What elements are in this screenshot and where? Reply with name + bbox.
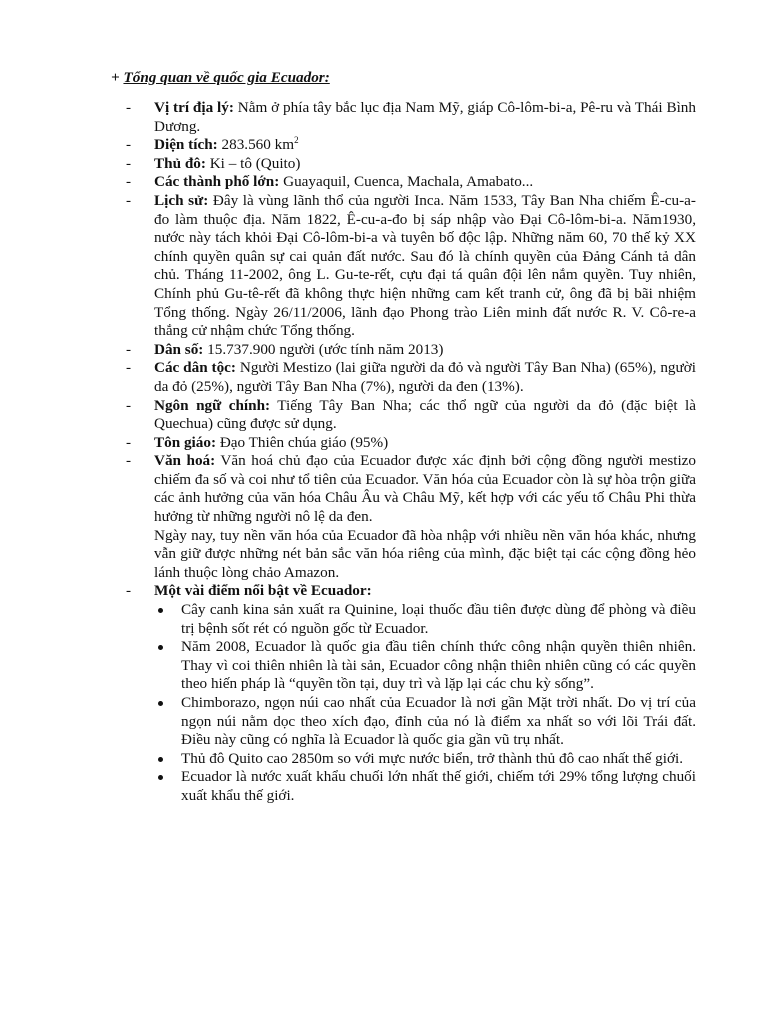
- item-ethnic-groups: [126, 359, 696, 396]
- item-label: Diện tích:: [154, 136, 218, 154]
- item-area: [126, 136, 696, 155]
- heading-prefix: +: [111, 69, 124, 86]
- section-heading: [111, 69, 330, 88]
- bullet-dot-icon: [158, 645, 163, 650]
- item-label: Văn hoá:: [154, 452, 216, 470]
- item-location: [126, 99, 696, 136]
- dash-marker: -: [126, 359, 132, 377]
- highlight-item: [154, 638, 696, 694]
- highlight-text: Chimborazo, ngọn núi cao nhất của Ecuador là nơi gần Mặt trời nhất. Do vị trí của ngọn núi nằm dọc theo xích đạo, đỉnh của nó là điểm xa nhất so với lõi Trái đất. Điều này cũng có nghĩa là Ecuador là quốc gia gần vũ trụ nhất.: [181, 694, 696, 749]
- item-text: Người Mestizo (lai giữa người da đỏ và người Tây Ban Nha) (65%), người da đỏ (25%), người Tây Ban Nha (7%), người da đen (13%).: [154, 359, 696, 395]
- highlight-text: Năm 2008, Ecuador là quốc gia đầu tiên chính thức công nhận quyền thiên nhiên. Thay vì coi thiên nhiên là tài sản, Ecuador công nhận thiên nhiên cũng có các quyền theo hiến pháp là “quyền tồn tại, duy trì và lặp lại các chu kỳ sống”.: [181, 638, 696, 693]
- highlight-text: Thủ đô Quito cao 2850m so với mực nước biển, trở thành thủ đô cao nhất thế giới.: [181, 749, 684, 767]
- item-text: Văn hoá chủ đạo của Ecuador được xác định bởi cộng đồng người mestizo chiếm đa số và coi như tổ tiên của Ecuador. Văn hóa của Ecuador còn là sự hòa trộn giữa các ảnh hưởng của văn hóa Châu Âu và Châu Mỹ, kết hợp với các yếu tố Châu Phi thừa hưởng từ những người nô lệ da đen.: [154, 452, 696, 526]
- item-highlights: [126, 582, 696, 805]
- item-major-cities: [126, 173, 696, 192]
- superscript: 2: [294, 135, 299, 146]
- item-languages: [126, 397, 696, 434]
- bullet-dot-icon: [158, 757, 163, 762]
- dash-marker: -: [126, 582, 132, 600]
- item-culture: [126, 452, 696, 582]
- item-text: Tiếng Tây Ban Nha; các thổ ngữ của người da đỏ (đặc biệt là Quechua) cũng được sử dụng.: [154, 396, 696, 433]
- item-religion: [126, 434, 696, 453]
- item-label: Thủ đô:: [154, 154, 206, 172]
- item-label: Vị trí địa lý:: [154, 99, 234, 116]
- item-capital: [126, 155, 696, 174]
- dash-marker: -: [126, 191, 132, 209]
- heading-title: Tổng quan về quốc gia Ecuador:: [123, 69, 330, 86]
- item-label: Các dân tộc:: [154, 359, 236, 377]
- highlight-item: [154, 768, 696, 805]
- item-label: Tôn giáo:: [154, 433, 217, 451]
- info-list: [126, 99, 696, 806]
- dash-marker: -: [126, 433, 132, 451]
- item-text: Đạo Thiên chúa giáo (95%): [216, 433, 389, 451]
- bullet-dot-icon: [158, 701, 163, 706]
- highlight-item: [154, 601, 696, 638]
- item-label: Lịch sử:: [154, 191, 209, 209]
- highlight-item: [154, 750, 696, 769]
- item-text: 15.737.900 người (ước tính năm 2013): [203, 340, 444, 358]
- bullet-dot-icon: [158, 775, 163, 780]
- item-label: Ngôn ngữ chính:: [154, 396, 271, 414]
- dash-marker: -: [126, 452, 132, 470]
- highlight-text: Cây canh kina sản xuất ra Quinine, loại thuốc đầu tiên được dùng để phòng và điều trị bệnh sốt rét có nguồn gốc từ Ecuador.: [181, 601, 696, 637]
- dash-marker: -: [126, 173, 132, 191]
- culture-paragraph: Ngày nay, tuy nền văn hóa của Ecuador đã hòa nhập với nhiều nền văn hóa khác, nhưng vẫn giữ được những nét bản sắc văn hóa riêng của mình, đặc biệt tại các cộng đồng hẻo lánh thuộc lòng chảo Amazon.: [154, 526, 696, 581]
- item-text: Guayaquil, Cuenca, Machala, Amabato...: [279, 173, 534, 191]
- item-label: Dân số:: [154, 340, 204, 358]
- dash-marker: -: [126, 136, 132, 154]
- item-label: Các thành phố lớn:: [154, 173, 280, 191]
- bullet-dot-icon: [158, 608, 163, 613]
- item-text: Ki – tô (Quito): [205, 154, 301, 172]
- item-population: [126, 341, 696, 360]
- dash-marker: -: [126, 99, 132, 116]
- item-history: [126, 192, 696, 341]
- item-text: 283.560 km: [217, 136, 295, 154]
- highlight-item: [154, 694, 696, 750]
- highlights-list: [154, 601, 696, 806]
- item-text: Đây là vùng lãnh thổ của người Inca. Năm 1533, Tây Ban Nha chiếm Ê-cu-a-đo làm thuộc địa. Năm 1822, Ê-cu-a-đo bị sáp nhập vào Đại Cô-lôm-bi-a. Năm1930, nước này tách khỏi Đại Cô-lôm-bi-a và tuyên bố độc lập. Những năm 60, 70 thế kỷ XX chính quyền quân sự cai quản đất nước. Sau đó là chính quyền của Đảng Cánh tả dân chủ. Tháng 11-2002, ông L. Gu-te-rết, cựu đại tá quân đội lên nắm quyền. Tuy nhiên, Chính phủ Gu-tê-rết đã không thực hiện những cam kết tranh cử, ông đã bị bãi nhiệm Tổng thống. Ngày 26/11/2006, lãnh đạo Phong trào Liên minh đất nước R. V. Cô-re-a thắng cử nhậm chức Tổng thống.: [154, 191, 696, 340]
- dash-marker: -: [126, 340, 132, 358]
- highlight-text: Ecuador là nước xuất khẩu chuối lớn nhất thế giới, chiếm tới 29% tổng lượng chuối xuất khẩu thế giới.: [181, 768, 696, 804]
- item-label: Một vài điểm nổi bật về Ecuador:: [154, 582, 372, 600]
- dash-marker: -: [126, 154, 132, 172]
- item-text: Nằm ở phía tây bắc lục địa Nam Mỹ, giáp Cô-lôm-bi-a, Pê-ru và Thái Bình Dương.: [154, 99, 696, 135]
- dash-marker: -: [126, 396, 132, 414]
